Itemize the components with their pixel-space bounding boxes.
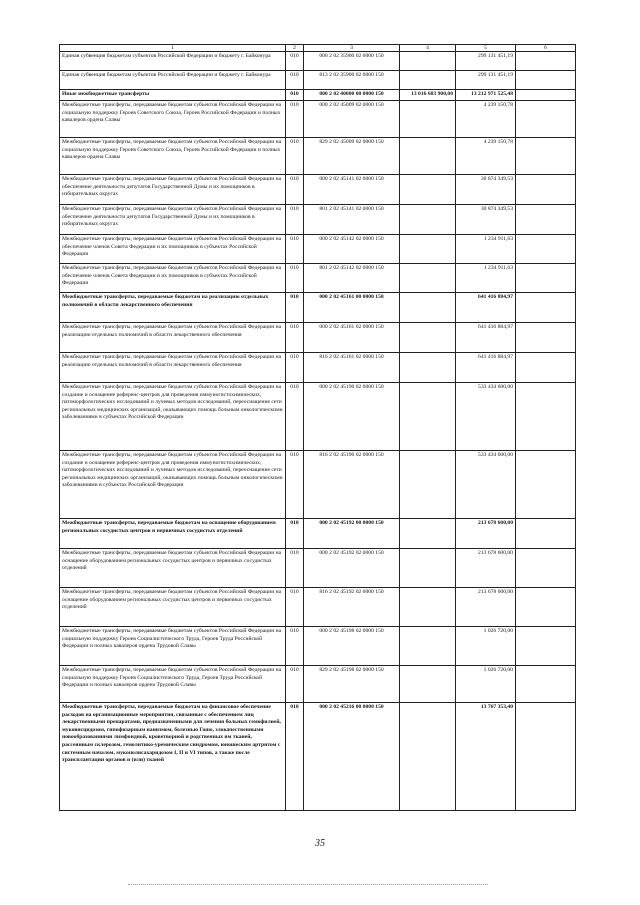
row-col4 <box>400 588 456 627</box>
row-col4 <box>400 519 456 549</box>
row-kbk: 000 2 02 45142 02 0000 150 <box>304 235 400 264</box>
row-col4 <box>400 235 456 264</box>
row-col5: 4 239 150,78 <box>456 101 516 138</box>
footer-line <box>128 884 488 885</box>
table-row <box>60 588 576 627</box>
row-code: 010 <box>286 205 304 235</box>
table-row <box>60 90 576 101</box>
row-name: Межбюджетные трансферты, передаваемые бюджетам на оснащение оборудованием региональных сосудистых центров и первичных сосудистых отделений <box>60 519 286 549</box>
row-col5: 641 416 884,97 <box>456 353 516 383</box>
row-name: Межбюджетные трансферты, передаваемые бюджетам субъектов Российской Федерации на обеспечение деятельности депутатов Государственной Думы и их помощников в избирательных округах <box>60 205 286 235</box>
row-name: Межбюджетные трансферты, передаваемые бюджетам субъектов Российской Федерации на социальную поддержку Героев Советского Союза, Героев Российской Федерации и полных кавалеров ордена Славы <box>60 138 286 175</box>
row-code: 010 <box>286 703 304 811</box>
table-row <box>60 703 576 811</box>
row-col4 <box>400 383 456 451</box>
row-code: 010 <box>286 264 304 293</box>
header-col-2: 2 <box>286 45 304 52</box>
row-kbk: 000 2 02 45009 02 0000 150 <box>304 101 400 138</box>
row-name: Межбюджетные трансферты, передаваемые бюджетам субъектов Российской Федерации на создание и оснащение референс-центров для проведения иммуногистохимических, патоморфологических исследований и лучевых методов исследований, переоснащение сети региональных медицинских организаций, оказывающих помощь больным онкологическими заболеваниями в субъектах Российской Федерации <box>60 451 286 519</box>
row-name: Межбюджетные трансферты, передаваемые бюджетам субъектов Российской Федерации на реализацию отдельных полномочий в области лекарственного обеспечения <box>60 323 286 353</box>
table-row <box>60 71 576 90</box>
row-col5: 13 767 353,40 <box>456 703 516 811</box>
row-col4 <box>400 451 456 519</box>
row-code: 010 <box>286 519 304 549</box>
row-name: Межбюджетные трансферты, передаваемые бюджетам субъектов Российской Федерации на социальную поддержку Героев Социалистического Труда, Героев Труда Российской Федерации и полных кавалеров ордена Трудовой Славы <box>60 666 286 703</box>
row-col4 <box>400 264 456 293</box>
row-col5: 1 234 911,63 <box>456 264 516 293</box>
row-code: 010 <box>286 235 304 264</box>
row-col6 <box>516 519 576 549</box>
table-row <box>60 627 576 666</box>
header-col-1: 1 <box>60 45 286 52</box>
header-row <box>60 45 576 52</box>
row-col6 <box>516 52 576 71</box>
table-row <box>60 451 576 519</box>
row-col4 <box>400 52 456 71</box>
row-kbk: 000 2 02 45192 02 0000 150 <box>304 549 400 588</box>
row-col5: 213 678 600,00 <box>456 519 516 549</box>
row-col6 <box>516 175 576 205</box>
table-row <box>60 293 576 323</box>
table-row <box>60 175 576 205</box>
row-name: Межбюджетные трансферты, передаваемые бюджетам на финансовое обеспечение расходов на организационные мероприятия, связанные с обеспечением лиц лекарственными препаратами, предназначенными для лечения больных гемофилией, муковисцидозом, гипофизарным нанизмом, болезнью Гоше, злокачественными новообразованиями лимфоидной, кроветворной и родственных им тканей, рассеянным склерозом, гемолитико-уремическим синдромом, юношеским артритом с системным началом, мукополисахаридозом I, II и VI типов, а также после трансплантации органов и (или) тканей <box>60 703 286 811</box>
row-col6 <box>516 383 576 451</box>
row-name: Межбюджетные трансферты, передаваемые бюджетам субъектов Российской Федерации на обеспечение деятельности депутатов Государственной Думы и их помощников в избирательных округах <box>60 175 286 205</box>
row-col5: 213 678 600,00 <box>456 549 516 588</box>
row-col5: 299 131 451,19 <box>456 71 516 90</box>
table-row <box>60 101 576 138</box>
row-name: Межбюджетные трансферты, передаваемые бюджетам субъектов Российской Федерации на реализацию отдельных полномочий в области лекарственного обеспечения <box>60 353 286 383</box>
row-kbk: 000 2 02 35900 02 0000 150 <box>304 52 400 71</box>
row-kbk: 816 2 02 45161 02 0000 150 <box>304 353 400 383</box>
row-name: Межбюджетные трансферты, передаваемые бюджетам субъектов Российской Федерации на обеспечение членов Совета Федерации и их помощников в субъектах Российской Федерации <box>60 235 286 264</box>
table-row <box>60 519 576 549</box>
row-col5: 213 678 600,00 <box>456 588 516 627</box>
row-kbk: 000 2 02 45161 02 0000 150 <box>304 323 400 353</box>
row-col4 <box>400 175 456 205</box>
row-code: 010 <box>286 383 304 451</box>
header-col-3: 3 <box>304 45 400 52</box>
table-row <box>60 666 576 703</box>
row-col6 <box>516 138 576 175</box>
row-col6 <box>516 293 576 323</box>
row-col4: 13 016 683 900,00 <box>400 90 456 101</box>
row-col6 <box>516 264 576 293</box>
row-col4 <box>400 353 456 383</box>
row-code: 010 <box>286 90 304 101</box>
table-row <box>60 235 576 264</box>
row-col4 <box>400 71 456 90</box>
budget-table <box>59 44 576 811</box>
row-kbk: 816 2 02 45190 02 0000 150 <box>304 451 400 519</box>
row-col6 <box>516 549 576 588</box>
row-kbk: 801 2 02 45142 02 0000 150 <box>304 264 400 293</box>
row-col5: 533 434 600,00 <box>456 451 516 519</box>
row-col6 <box>516 71 576 90</box>
row-kbk: 801 2 02 45141 02 0000 150 <box>304 205 400 235</box>
row-name: Межбюджетные трансферты, передаваемые бюджетам субъектов Российской Федерации на социальную поддержку Героев Советского Союза, Героев Российской Федерации и полных кавалеров ордена Славы <box>60 101 286 138</box>
row-name: Единая субвенция бюджетам субъектов Российской Федерации и бюджету г. Байконура <box>60 52 286 71</box>
row-col5: 30 874 349,53 <box>456 175 516 205</box>
row-name: Межбюджетные трансферты, передаваемые бюджетам субъектов Российской Федерации на социальную поддержку Героев Социалистического Труда, Героев Труда Российской Федерации и полных кавалеров ордена Трудовой Славы <box>60 627 286 666</box>
row-kbk: 829 2 02 45009 02 0000 150 <box>304 138 400 175</box>
header-col-6: 6 <box>516 45 576 52</box>
row-col6 <box>516 451 576 519</box>
row-col4 <box>400 138 456 175</box>
row-kbk: 000 2 02 45190 02 0000 150 <box>304 383 400 451</box>
row-code: 010 <box>286 588 304 627</box>
table-row <box>60 323 576 353</box>
row-col6 <box>516 235 576 264</box>
row-col6 <box>516 90 576 101</box>
row-kbk: 816 2 02 45192 02 0000 150 <box>304 588 400 627</box>
row-code: 010 <box>286 52 304 71</box>
row-col4 <box>400 666 456 703</box>
row-col4 <box>400 293 456 323</box>
row-col6 <box>516 627 576 666</box>
row-kbk: 813 2 02 35900 02 0000 150 <box>304 71 400 90</box>
row-code: 010 <box>286 175 304 205</box>
row-kbk: 829 2 02 45198 02 0000 150 <box>304 666 400 703</box>
row-kbk: 000 2 02 40000 00 0000 150 <box>304 90 400 101</box>
row-col5: 1 234 911,63 <box>456 235 516 264</box>
row-kbk: 000 2 02 45216 00 0000 150 <box>304 703 400 811</box>
row-col4 <box>400 549 456 588</box>
row-col4 <box>400 323 456 353</box>
row-col6 <box>516 323 576 353</box>
row-col5: 4 239 150,78 <box>456 138 516 175</box>
row-code: 010 <box>286 138 304 175</box>
row-col5: 13 212 971 525,48 <box>456 90 516 101</box>
row-col5: 533 434 600,00 <box>456 383 516 451</box>
row-col6 <box>516 703 576 811</box>
row-code: 010 <box>286 353 304 383</box>
row-col5: 30 874 349,53 <box>456 205 516 235</box>
row-name: Межбюджетные трансферты, передаваемые бюджетам субъектов Российской Федерации на оснащение оборудованием региональных сосудистых центров и первичных сосудистых отделений <box>60 588 286 627</box>
row-col4 <box>400 101 456 138</box>
row-col6 <box>516 588 576 627</box>
table-row <box>60 138 576 175</box>
table-row <box>60 383 576 451</box>
row-kbk: 000 2 02 45141 02 0000 150 <box>304 175 400 205</box>
row-col4 <box>400 205 456 235</box>
row-kbk: 000 2 02 45192 00 0000 150 <box>304 519 400 549</box>
header-col-5: 5 <box>456 45 516 52</box>
row-code: 010 <box>286 323 304 353</box>
row-col4 <box>400 703 456 811</box>
row-kbk: 000 2 02 45198 02 0000 150 <box>304 627 400 666</box>
row-name: Иные межбюджетные трансферты <box>60 90 286 101</box>
row-name: Межбюджетные трансферты, передаваемые бюджетам субъектов Российской Федерации на создание и оснащение референс-центров для проведения иммуногистохимических, патоморфологических исследований и лучевых методов исследований, переоснащение сети региональных медицинских организаций, оказывающих помощь больным онкологическими заболеваниями в субъектах Российской Федерации <box>60 383 286 451</box>
header-col-4: 4 <box>400 45 456 52</box>
row-name: Межбюджетные трансферты, передаваемые бюджетам на реализацию отдельных полномочий в области лекарственного обеспечения <box>60 293 286 323</box>
row-col5: 1 026 720,00 <box>456 666 516 703</box>
table-row <box>60 52 576 71</box>
row-code: 010 <box>286 627 304 666</box>
row-code: 010 <box>286 549 304 588</box>
row-col6 <box>516 353 576 383</box>
row-name: Межбюджетные трансферты, передаваемые бюджетам субъектов Российской Федерации на оснащение оборудованием региональных сосудистых центров и первичных сосудистых отделений <box>60 549 286 588</box>
row-code: 010 <box>286 666 304 703</box>
table-row <box>60 353 576 383</box>
row-code: 010 <box>286 293 304 323</box>
row-code: 010 <box>286 101 304 138</box>
row-col6 <box>516 666 576 703</box>
row-col6 <box>516 101 576 138</box>
table-row <box>60 549 576 588</box>
row-col4 <box>400 627 456 666</box>
row-col5: 299 131 451,19 <box>456 52 516 71</box>
table-row <box>60 264 576 293</box>
row-name: Единая субвенция бюджетам субъектов Российской Федерации и бюджету г. Байконура <box>60 71 286 90</box>
row-code: 010 <box>286 451 304 519</box>
row-name: Межбюджетные трансферты, передаваемые бюджетам субъектов Российской Федерации на обеспечение членов Совета Федерации и их помощников в субъектах Российской Федерации <box>60 264 286 293</box>
row-col5: 1 026 720,00 <box>456 627 516 666</box>
row-code: 010 <box>286 71 304 90</box>
row-col5: 641 416 884,97 <box>456 323 516 353</box>
row-col6 <box>516 205 576 235</box>
row-kbk: 000 2 02 45161 00 0000 150 <box>304 293 400 323</box>
page-number: 35 <box>315 838 325 849</box>
table-row <box>60 205 576 235</box>
row-col5: 641 416 884,97 <box>456 293 516 323</box>
